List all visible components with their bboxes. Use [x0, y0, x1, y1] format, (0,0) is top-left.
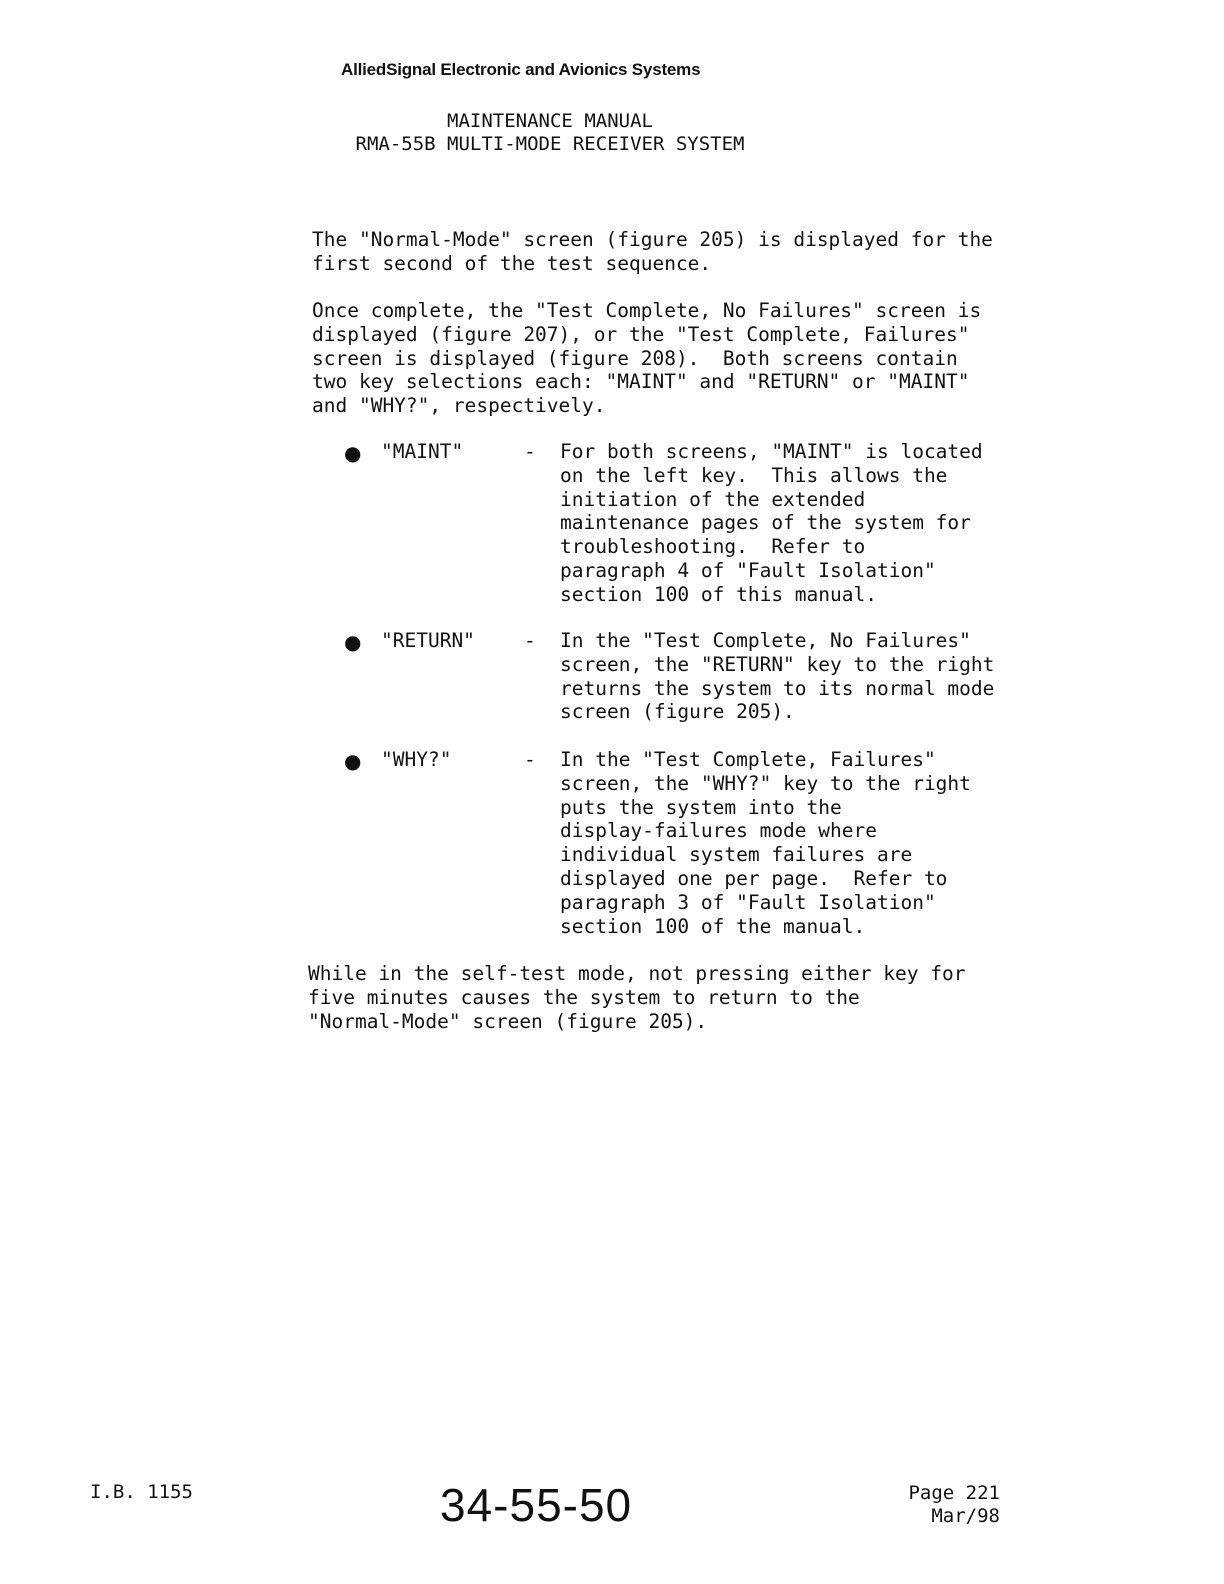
footer-chapter-code: 34-55-50: [440, 1479, 633, 1531]
bullet-key-label: "RETURN": [381, 629, 475, 652]
paragraph-normal-mode: The "Normal-Mode" screen (figure 205) is displayed for the first second of the test sequence.: [312, 228, 993, 275]
bullet-key-label: "WHY?": [381, 748, 452, 771]
paragraph-test-complete: Once complete, the "Test Complete, No Failures" screen is displayed (figure 207), or the "Test Complete, Failures" screen is displayed (figure 208). Both screens contain two key selections each: "MAINT" and "RETURN" or "MAINT" and "WHY?", respectively.: [312, 299, 982, 418]
company-name: AlliedSignal Electronic and Avionics Systems: [341, 60, 701, 79]
bullet-icon: ●: [344, 630, 362, 654]
manual-title: [340, 110, 760, 156]
footer-date: Mar/98: [931, 1505, 1000, 1527]
bullet-key-label: "MAINT": [381, 440, 464, 463]
bullet-dash: -: [524, 748, 536, 771]
bullet-description: For both screens, "MAINT" is located on the left key. This allows the initiation of the extended maintenance pages of the system for troubleshooting. Refer to paragraph 4 of "Fault Isolation" section 100 of this manual.: [560, 440, 983, 606]
paragraph-self-test-timeout: While in the self-test mode, not pressing either key for five minutes causes the system to return to the "Normal-Mode" screen (figure 205).: [308, 962, 966, 1033]
bullet-dash: -: [524, 440, 536, 463]
bullet-icon: ●: [344, 441, 362, 465]
footer-ib-number: I.B. 1155: [90, 1481, 193, 1503]
manual-title-line1: MAINTENANCE MANUAL: [447, 110, 653, 132]
footer-page-number: Page 221: [908, 1482, 1000, 1504]
footer-page-info: [902, 1482, 1000, 1528]
bullet-dash: -: [524, 629, 536, 652]
manual-title-line2: RMA-55B MULTI-MODE RECEIVER SYSTEM: [355, 133, 745, 155]
bullet-description: In the "Test Complete, Failures" screen, the "WHY?" key to the right puts the system into the display-failures mode where individual system failures are displayed one per page. Refer to paragraph 3 of "Fault Isolation" section 100 of the manual.: [560, 748, 971, 938]
bullet-icon: ●: [344, 749, 362, 773]
bullet-description: In the "Test Complete, No Failures" screen, the "RETURN" key to the right returns the system to its normal mode screen (figure 205).: [560, 629, 995, 724]
